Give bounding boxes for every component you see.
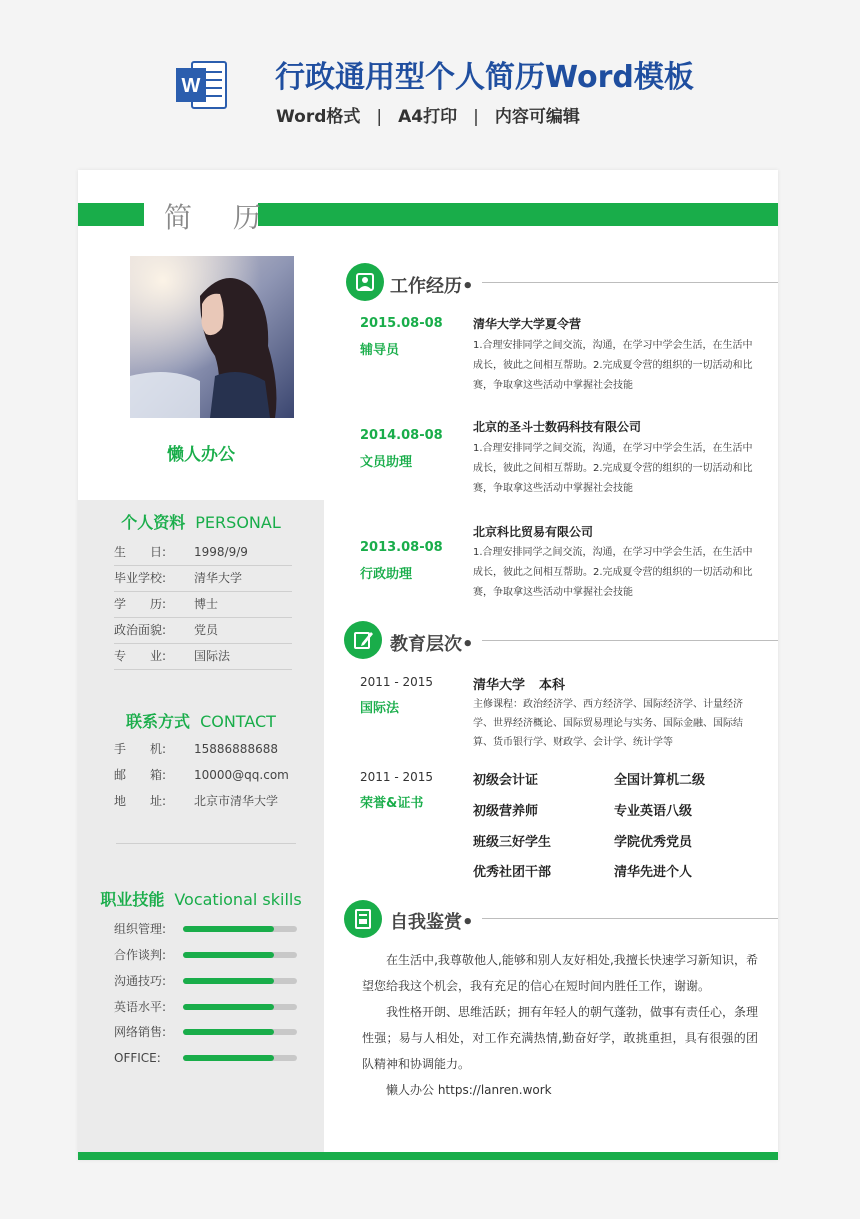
honor-item: 学院优秀党员 <box>614 835 693 850</box>
footer-bar <box>78 1152 778 1160</box>
job-date: 2014.08-08 <box>360 428 443 443</box>
job-role: 文员助理 <box>360 455 413 470</box>
job-description: 1.合理安排同学之间交流，沟通，在学习中学会生活，在生活中成长，彼此之间相互帮助。2.完成夏令营的组织的一切活动和比赛，争取拿这些活动中掌握社会技能 <box>473 443 753 494</box>
skill-row: 网络销售: <box>114 1019 298 1045</box>
job-description: 1.合理安排同学之间交流，沟通，在学习中学会生活，在生活中成长，彼此之间相互帮助。2.完成夏令营的组织的一切活动和比赛，争取拿这些活动中掌握社会技能 <box>473 547 753 598</box>
contact-row: 邮 箱: 10000@qq.com <box>114 768 289 782</box>
honor-item: 初级会计证 <box>473 773 539 788</box>
tag-editable: 内容可编辑 <box>494 107 580 127</box>
self-signature: 懒人办公 https://lanren.work <box>386 1083 552 1097</box>
honor-item: 清华先进个人 <box>614 865 693 880</box>
education-courses: 主修课程：政治经济学、西方经济学、国际经济学、计量经济学、世界经济概论、国际贸易理论与实务、国际金融、国际结算、货币银行学、财政学、会计学、统计学等 <box>473 699 743 748</box>
honor-item: 初级营养师 <box>473 804 539 819</box>
skill-bar-fill <box>183 1029 274 1035</box>
skill-bar <box>183 978 297 984</box>
contact-row: 地 址: 北京市清华大学 <box>114 794 279 808</box>
personal-row: 专 业: 国际法 <box>114 643 292 670</box>
section-rule <box>482 282 778 283</box>
profile-photo <box>130 256 294 418</box>
tag-format: Word格式 <box>276 107 361 127</box>
skill-bar-fill <box>183 1004 274 1010</box>
left-divider <box>116 843 296 844</box>
honors-label: 荣誉&证书 <box>360 796 424 811</box>
skill-row: 沟通技巧: <box>114 968 298 994</box>
skill-row: 组织管理: <box>114 916 298 942</box>
skill-bar <box>183 1004 297 1010</box>
skill-bar-fill <box>183 926 274 932</box>
skill-bar <box>183 926 297 932</box>
resume-card <box>78 170 778 1160</box>
section-rule <box>482 918 778 919</box>
tag-print: A4打印 <box>398 107 458 127</box>
skill-row: 英语水平: <box>114 994 298 1020</box>
skill-bar-fill <box>183 952 274 958</box>
personal-row: 毕业学校: 清华大学 <box>114 565 292 592</box>
candidate-name: 懒人办公 <box>167 445 235 465</box>
page-title: 行政通用型个人简历Word模板 <box>275 60 694 95</box>
honor-item: 优秀社团干部 <box>473 865 552 880</box>
pencil-icon <box>344 621 382 659</box>
job-role: 行政助理 <box>360 567 413 582</box>
personal-row: 学 历: 博士 <box>114 591 292 618</box>
job-role: 辅导员 <box>360 343 400 358</box>
job-date: 2015.08-08 <box>360 316 443 331</box>
job-company: 北京的圣斗士数码科技有限公司 <box>473 420 642 434</box>
job-date: 2013.08-08 <box>360 540 443 555</box>
self-section-title: 自我鉴赏• <box>390 912 474 933</box>
document-icon <box>344 900 382 938</box>
skill-bar <box>183 1029 297 1035</box>
banner-bar-left <box>78 203 144 226</box>
skill-bar <box>183 1055 297 1061</box>
self-paragraph: 我性格开朗、思维活跃；拥有年轻人的朝气蓬勃，做事有责任心，条理性强；易与人相处，对工作充满热情,勤奋好学，敢挑重担，具有很强的团队精神和协调能力。 <box>362 1005 759 1071</box>
contact-section-title: 联系方式 CONTACT <box>126 712 276 731</box>
skill-row: OFFICE: <box>114 1045 298 1071</box>
honor-item: 全国计算机二级 <box>614 773 706 788</box>
briefcase-icon <box>346 263 384 301</box>
skill-bar <box>183 952 297 958</box>
contact-row: 手 机: 15886888688 <box>114 742 278 756</box>
skill-bar-fill <box>183 1055 274 1061</box>
personal-row: 政治面貌: 党员 <box>114 617 292 644</box>
work-section-title: 工作经历• <box>390 276 474 297</box>
word-icon <box>176 60 228 110</box>
banner-bar-right <box>258 203 778 226</box>
resume-banner: 简 历 <box>164 201 277 234</box>
honor-item: 专业英语八级 <box>614 804 693 819</box>
education-section-title: 教育层次• <box>390 634 474 655</box>
self-assessment <box>362 947 758 1103</box>
personal-section-title: 个人资料 PERSONAL <box>121 513 281 532</box>
skill-row: 合作谈判: <box>114 942 298 968</box>
job-company: 清华大学大学夏令营 <box>473 317 582 331</box>
education-date: 2011 - 2015 <box>360 675 434 689</box>
job-description: 1.合理安排同学之间交流，沟通，在学习中学会生活，在生活中成长，彼此之间相互帮助。2.完成夏令营的组织的一切活动和比赛，争取拿这些活动中掌握社会技能 <box>473 340 753 391</box>
svg-text:W: W <box>181 75 201 97</box>
format-tags: Word格式 | A4打印 | 内容可编辑 <box>276 107 580 127</box>
skills-section-title: 职业技能 Vocational skills <box>100 890 302 909</box>
honor-item: 班级三好学生 <box>473 835 552 850</box>
honors-date: 2011 - 2015 <box>360 770 434 784</box>
education-school: 清华大学 本科 <box>473 678 566 693</box>
education-major: 国际法 <box>360 701 400 716</box>
job-company: 北京科比贸易有限公司 <box>473 525 594 539</box>
skill-bar-fill <box>183 978 274 984</box>
self-paragraph: 在生活中,我尊敬他人,能够和别人友好相处,我擅长快速学习新知识，希望您给我这个机会，我有充足的信心在短时间内胜任工作，谢谢。 <box>362 953 758 993</box>
section-rule <box>482 640 778 641</box>
personal-row: 生 日: 1998/9/9 <box>114 539 292 566</box>
